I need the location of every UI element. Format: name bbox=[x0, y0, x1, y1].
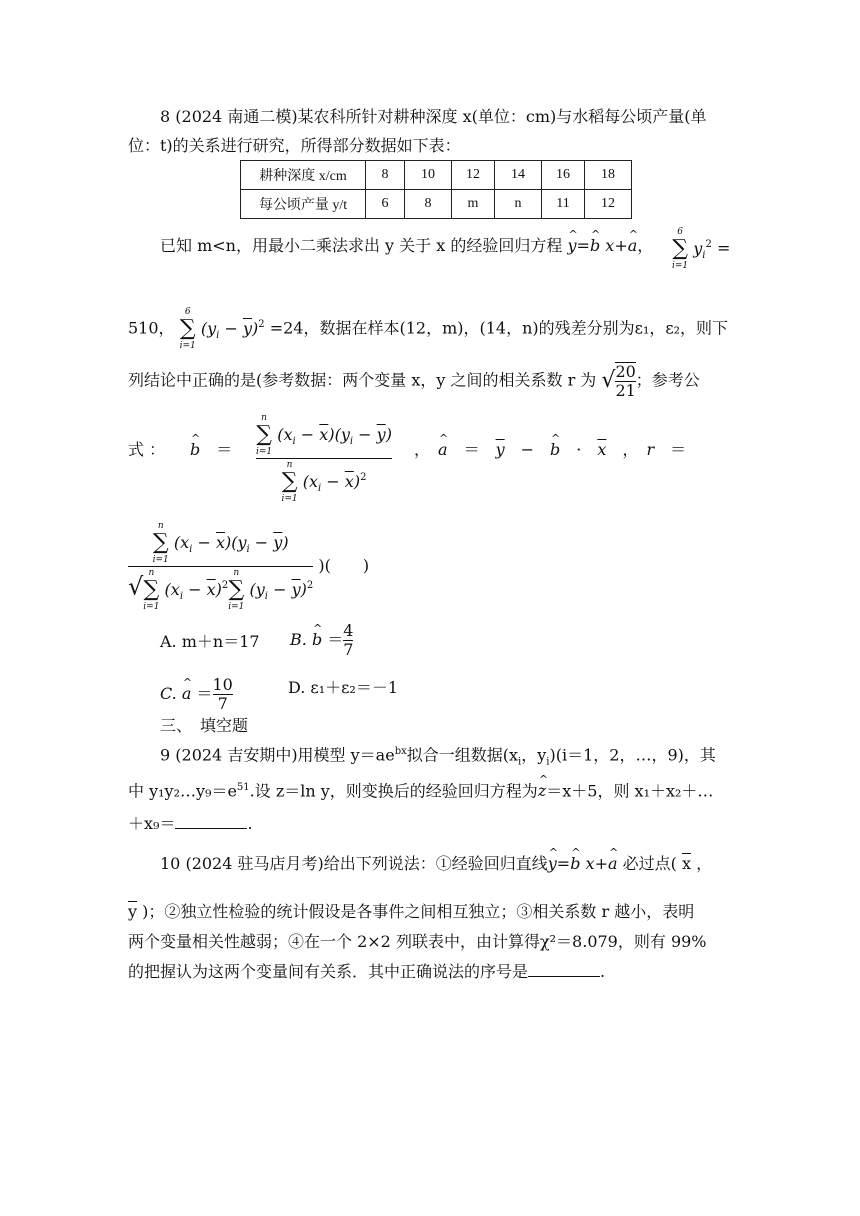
table-row bbox=[241, 190, 632, 219]
q10-line1: 10 (2024 驻马店月考)给出下列说法：①经验回归直线^ y=^ b x+^ a 必过点( $\overline{x}$ ， bbox=[160, 854, 712, 874]
option-b: B. ^ b ＝ $\frac{4}{7}$ bbox=[290, 622, 353, 659]
option-a: A. m＋n＝17 bbox=[160, 632, 260, 651]
sum-y-squared: 6 ∑ i=1 $y_i^2$ = bbox=[672, 227, 731, 271]
q9-line2: 中 $y_1y_2\dots y_9=e^{51}$.设 z＝ln y，则变换后的经验回归方程为^ z＝x＋5，则 x₁＋x₂＋… bbox=[128, 778, 713, 801]
table-cell: 6 bbox=[366, 190, 405, 219]
answer-blank[interactable] bbox=[528, 962, 600, 977]
table-cell: 10 bbox=[405, 161, 452, 190]
table-cell: n bbox=[495, 190, 542, 219]
r-formula: n ∑ i=1 $(x_i - \overline{x})(y_i - \overline{y})$ √ n ∑ i=1 $(x_i - \overline{x})^2$ n ∑ i=1 $(y_i - \overline{y})^2$ )( ) bbox=[128, 521, 370, 612]
q8-510-line: 510， 6 ∑ i=1 $(y_i - \overline{y})^2 =24$，数据在样本(12，m)，(14，n)的残差分别为ε₁，ε₂，则下 bbox=[128, 307, 729, 351]
table-cell: 8 bbox=[405, 190, 452, 219]
table-cell: 11 bbox=[542, 190, 585, 219]
b-hat-formula: n ∑ i=1 $(x_i - \overline{x})(y_i - \overline{y})$ n ∑ i=1 $(x_i - \overline{x})^2$ bbox=[256, 413, 392, 504]
q9-line3: ＋x₉＝ . bbox=[128, 814, 253, 833]
table-cell: 耕种深度 x/cm bbox=[241, 161, 366, 190]
table-cell: 12 bbox=[452, 161, 495, 190]
table-cell: 14 bbox=[495, 161, 542, 190]
q9-line1: 9 (2024 吉安期中)用模型 $y=ae^{bx}$拟合一组数据($x_i$，$y_i)(i=1$，2，…，9)，其 bbox=[160, 745, 716, 768]
option-d: D. ε₁＋ε₂＝－1 bbox=[288, 678, 399, 697]
table-cell: 8 bbox=[366, 161, 405, 190]
table-cell: 每公顷产量 y/t bbox=[241, 190, 366, 219]
option-c: C. ^ a ＝ $\frac{10}{7}$ bbox=[160, 676, 233, 713]
table-cell: 18 bbox=[585, 161, 632, 190]
table-cell: 12 bbox=[585, 190, 632, 219]
a-hat-formula: ， ^ a ＝ $\overline{y}$ − ^ b · $\overline{x}$ ， r ＝ bbox=[414, 440, 736, 460]
section-heading: 三、 填空题 bbox=[160, 716, 249, 735]
q8-ref-line: 列结论中正确的是(参考数据：两个变量 x，y 之间的相关系数 r 为 √ $\frac{20}{21}$ ；参考公 bbox=[128, 362, 700, 400]
q10-line3: 两个变量相关性越弱；④在一个 2×2 列联表中，由计算得χ²＝8.079，则有 99% bbox=[128, 932, 707, 951]
table-cell: m bbox=[452, 190, 495, 219]
table-row bbox=[241, 161, 632, 190]
q8-intro-line2: 位：t)的关系进行研究，所得部分数据如下表： bbox=[128, 136, 461, 155]
b-hat-symbol: ^ b ＝ bbox=[190, 440, 232, 460]
q10-line2: $\overline{y}$ )；②独立性检验的统计假设是各事件之间相互独立；③相关系数 r 越小，表明 bbox=[128, 902, 695, 921]
answer-blank[interactable] bbox=[175, 814, 247, 829]
data-table bbox=[240, 160, 632, 219]
q8-formula-label: 式 ： bbox=[128, 440, 166, 459]
q10-line4: 的把握认为这两个变量间有关系．其中正确说法的序号是 . bbox=[128, 962, 606, 981]
q8-intro-line1: 8 (2024 南通二模)某农科所针对耕种深度 x(单位：cm)与水稻每公顷产量(单 bbox=[160, 107, 707, 126]
q8-known-line: 已知 m<n，用最小二乘法求出 y 关于 x 的经验回归方程 ^ y=^ b x+^ a， bbox=[160, 236, 653, 256]
table-cell: 16 bbox=[542, 161, 585, 190]
